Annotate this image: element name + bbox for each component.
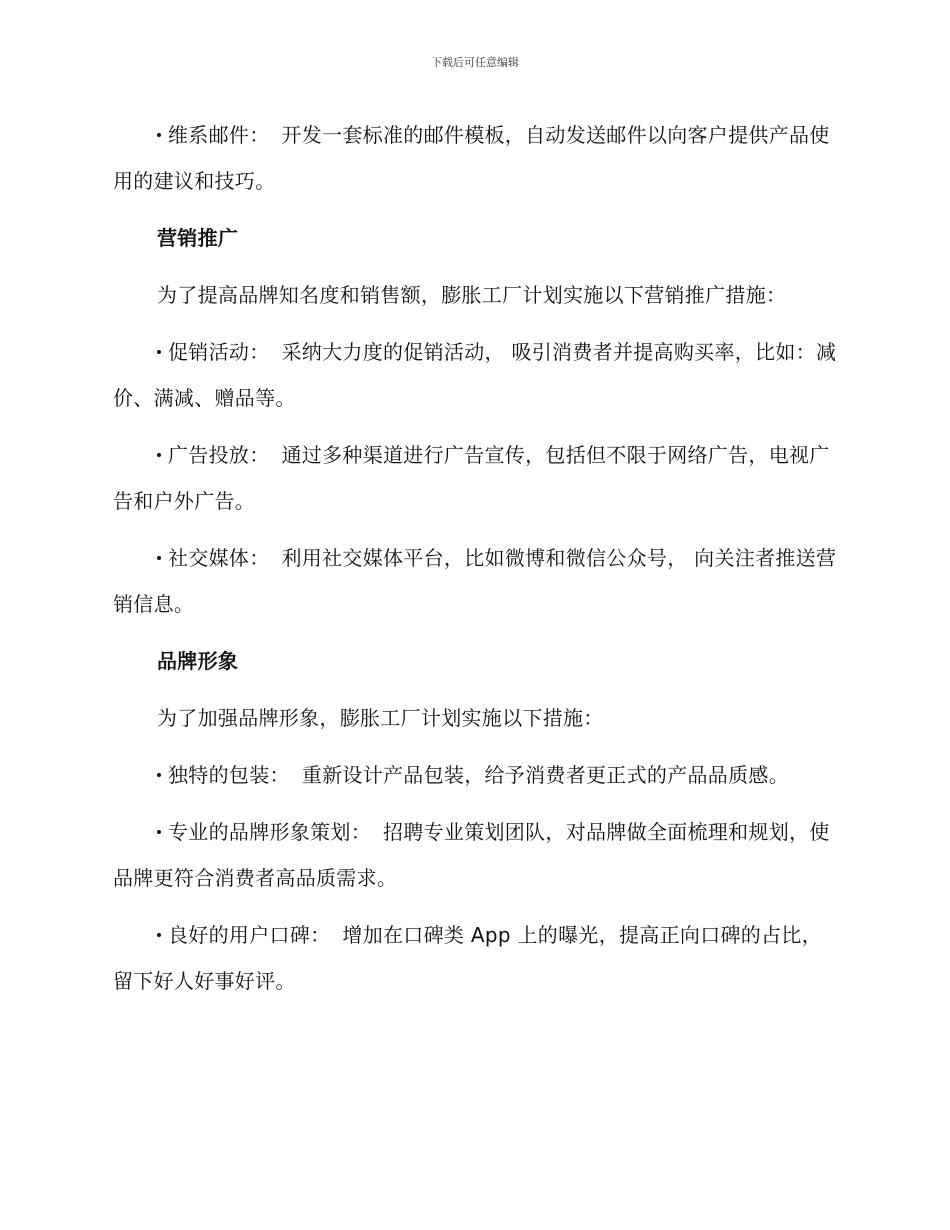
- bullet-icon: [157, 556, 161, 560]
- bullet-body: 重新设计产品包装，给予消费者更正式的产品品质感。: [301, 763, 790, 787]
- document-body: [113, 112, 837, 1015]
- bullet-body: 招聘专业策划团队，对品牌做全面梳理和规划，使品牌更符合消费者高品质需求。: [113, 820, 830, 890]
- marketing-bullet-advertising: [113, 432, 837, 524]
- brand-bullet-packaging: [113, 752, 837, 798]
- mail-bullet: [113, 112, 837, 204]
- marketing-bullet-social: [113, 535, 837, 627]
- bullet-term: 促销活动：: [168, 340, 270, 364]
- bullet-icon: [157, 133, 161, 137]
- bullet-body: 利用社交媒体平台，比如微博和微信公众号， 向关注者推送营销信息。: [113, 546, 837, 616]
- bullet-body: 增加在口碑类 App 上的曝光，提高正向口碑的占比，留下好人好事好评。: [113, 923, 822, 993]
- bullet-term: 独特的包装：: [168, 763, 290, 787]
- bullet-body: 通过多种渠道进行广告宣传，包括但不限于网络广告，电视广告和户外广告。: [113, 443, 830, 513]
- bullet-icon: [157, 350, 161, 354]
- bullet-icon: [157, 933, 161, 937]
- bullet-icon: [157, 773, 161, 777]
- bullet-term: 社交媒体：: [168, 546, 270, 570]
- bullet-icon: [157, 830, 161, 834]
- brand-intro: 为了加强品牌形象，膨胀工厂计划实施以下措施：: [157, 706, 604, 730]
- marketing-intro: 为了提高品牌知名度和销售额，膨胀工厂计划实施以下营销推广措施：: [157, 283, 787, 307]
- brand-heading: 品牌形象: [157, 649, 239, 673]
- bullet-term: 专业的品牌形象策划：: [168, 820, 371, 844]
- marketing-bullet-promotion: [113, 329, 837, 421]
- bullet-term: 广告投放：: [168, 443, 270, 467]
- brand-bullet-planning: [113, 809, 837, 901]
- bullet-term: 维系邮件：: [168, 123, 270, 147]
- bullet-icon: [157, 453, 161, 457]
- bullet-term: 良好的用户口碑：: [168, 923, 331, 947]
- page-header: 下载后可任意编辑: [431, 56, 519, 69]
- brand-bullet-reputation: [113, 912, 837, 1004]
- marketing-heading: 营销推广: [157, 226, 239, 250]
- bullet-body: 采纳大力度的促销活动， 吸引消费者并提高购买率，比如：减价、满减、赠品等。: [113, 340, 837, 410]
- bullet-body: 开发一套标准的邮件模板，自动发送邮件以向客户提供产品使用的建议和技巧。: [113, 123, 830, 193]
